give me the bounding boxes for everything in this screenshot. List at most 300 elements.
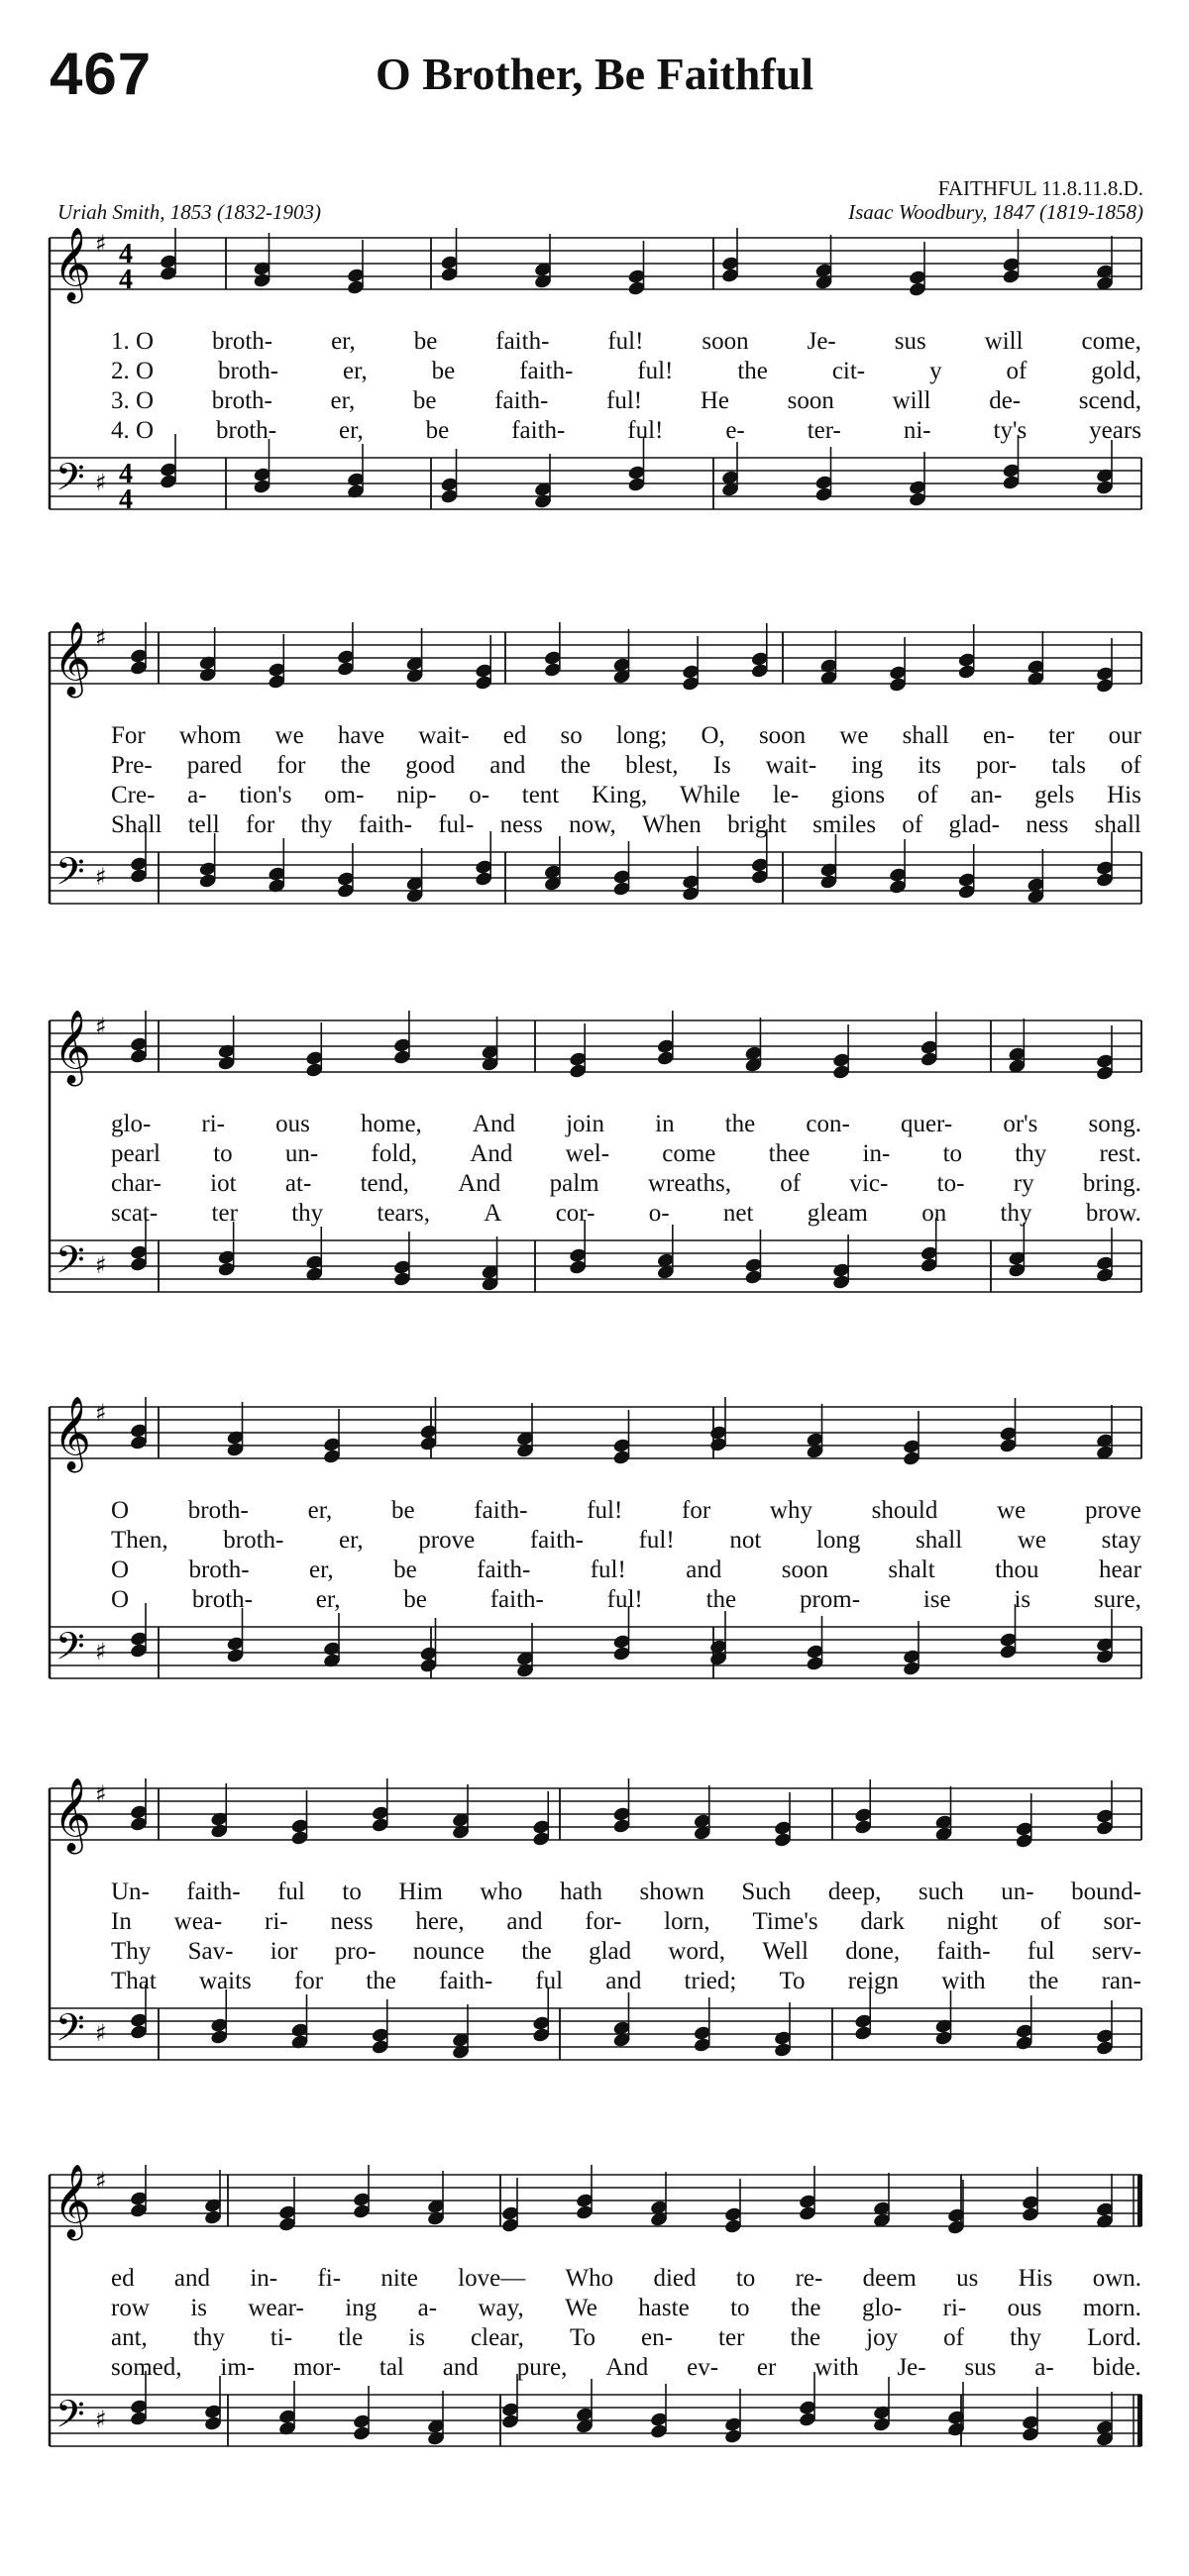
lyric-syllable: broth-: [187, 1497, 249, 1524]
lyric-syllable: faith-: [489, 1586, 544, 1613]
bass-clef-icon: 𝄢: [55, 849, 85, 903]
lyric-syllable: serv-: [1091, 1938, 1141, 1965]
hymn-number: 467: [50, 41, 153, 107]
lyric-syllable: be: [412, 387, 437, 414]
lyric-syllable: years: [1089, 417, 1141, 444]
lyric-syllable: ti-: [270, 2324, 293, 2351]
verse-line-4: [111, 1585, 1141, 1615]
lyric-syllable: rest.: [1099, 1140, 1141, 1167]
lyric-syllable: pared: [186, 752, 243, 779]
lyric-syllable: King,: [592, 782, 648, 808]
lyric-syllable: and: [442, 2354, 479, 2381]
music-system: [0, 1778, 1189, 2175]
verse-line-1: [111, 327, 1141, 357]
lyric-syllable: hear: [1098, 1556, 1141, 1583]
lyric-syllable: gold,: [1091, 358, 1141, 384]
verse-line-4: [111, 2353, 1141, 2383]
lyric-syllable: ty's: [993, 417, 1027, 444]
lyric-syllable: Je-: [897, 2354, 926, 2381]
lyric-syllable: gions: [830, 782, 886, 808]
music-system: [0, 622, 1189, 1019]
lyric-syllable: Je-: [807, 328, 836, 355]
lyric-syllable: thy: [291, 1200, 324, 1227]
lyric-syllable: dark: [860, 1908, 905, 1935]
lyric-syllable: and: [506, 1908, 543, 1935]
lyric-syllable: re-: [795, 2265, 823, 2292]
lyric-syllable: faith-: [495, 328, 550, 355]
lyric-syllable: a-: [417, 2295, 438, 2321]
lyric-syllable: faith-: [477, 1556, 531, 1583]
lyric-syllable: nip-: [396, 782, 437, 808]
lyric-syllable: ri-: [201, 1111, 226, 1137]
lyric-syllable: And: [605, 2354, 649, 2381]
lyric-syllable: 2. O: [111, 358, 155, 384]
lyric-syllable: wear-: [248, 2295, 304, 2321]
lyric-syllable: fi-: [317, 2265, 342, 2292]
lyric-syllable: a-: [187, 782, 207, 808]
lyric-syllable: ri-: [942, 2295, 967, 2321]
bass-clef-icon: 𝄢: [55, 1624, 85, 1677]
lyric-syllable: joy: [866, 2324, 899, 2351]
lyric-syllable: a-: [1034, 2354, 1054, 2381]
lyric-syllable: er,: [307, 1497, 333, 1524]
sharp-icon: ♯: [95, 1638, 107, 1665]
treble-clef-icon: 𝄞: [54, 228, 91, 301]
music-system: [0, 228, 1189, 624]
lyric-syllable: be: [393, 1556, 417, 1583]
lyric-syllable: the: [737, 358, 768, 384]
verse-line-1: [111, 1878, 1141, 1907]
lyric-syllable: with: [941, 1968, 986, 1994]
lyric-syllable: nounce: [412, 1938, 485, 1965]
lyric-syllable: shall: [1094, 811, 1141, 838]
lyric-syllable: sus: [894, 328, 926, 355]
lyric-syllable: ness: [499, 811, 543, 838]
lyric-syllable: tals: [1051, 752, 1086, 779]
lyric-syllable: why: [769, 1497, 812, 1524]
lyric-syllable: ful!: [607, 328, 644, 355]
music-system: [0, 1397, 1189, 1793]
lyric-syllable: sor-: [1103, 1908, 1141, 1935]
sharp-icon: ♯: [95, 1013, 107, 1040]
verse-line-2: [111, 751, 1141, 781]
lyric-syllable: glo-: [111, 1111, 152, 1137]
lyric-syllable: ness: [1026, 811, 1069, 838]
lyric-syllable: ed: [111, 2265, 135, 2292]
lyric-syllable: us: [956, 2265, 979, 2292]
lyric-syllable: word,: [668, 1938, 726, 1965]
lyric-syllable: the: [724, 1111, 756, 1137]
treble-clef-icon: 𝄞: [54, 1011, 91, 1084]
lyric-syllable: be: [391, 1497, 415, 1524]
lyric-syllable: Well: [762, 1938, 809, 1965]
lyric-syllable: should: [871, 1497, 938, 1524]
lyric-syllable: er,: [343, 358, 368, 384]
lyric-syllable: ev-: [687, 2354, 719, 2381]
lyric-syllable: er,: [315, 1586, 341, 1613]
lyric-syllable: wait-: [418, 722, 470, 749]
lyric-syllable: And: [472, 1111, 515, 1137]
lyric-syllable: O: [111, 1586, 130, 1613]
lyric-syllable: prove: [1084, 1497, 1141, 1524]
music-system: [0, 1011, 1189, 1407]
lyric-syllable: o-: [469, 782, 490, 808]
lyric-syllable: broth-: [218, 358, 279, 384]
lyric-syllable: long: [815, 1527, 861, 1554]
lyric-syllable: er,: [330, 387, 356, 414]
lyric-syllable: broth-: [212, 328, 273, 355]
lyric-syllable: im-: [220, 2354, 256, 2381]
lyric-syllable: broth-: [216, 417, 277, 444]
lyric-syllable: tried;: [684, 1968, 737, 1994]
lyric-syllable: tell: [187, 811, 220, 838]
lyric-syllable: Lord.: [1087, 2324, 1141, 2351]
verse-line-4: [111, 416, 1141, 446]
lyric-syllable: ful!: [590, 1556, 626, 1583]
lyric-syllable: join: [566, 1111, 605, 1137]
lyric-syllable: Pre-: [111, 752, 153, 779]
lyric-syllable: ful: [1027, 1938, 1055, 1965]
lyric-syllable: row: [111, 2295, 150, 2321]
bass-clef-icon: 𝄢: [55, 2005, 85, 2059]
sharp-icon: ♯: [95, 469, 107, 496]
lyric-syllable: broth-: [223, 1527, 284, 1554]
lyric-syllable: pearl: [111, 1140, 161, 1167]
lyric-syllable: way,: [478, 2295, 524, 2321]
lyric-syllable: so: [560, 722, 583, 749]
treble-clef-icon: 𝄞: [54, 622, 91, 696]
lyric-syllable: faith-: [936, 1938, 991, 1965]
lyric-syllable: ful: [535, 1968, 564, 1994]
lyric-syllable: pro-: [334, 1938, 377, 1965]
lyric-syllable: have: [337, 722, 385, 749]
lyric-syllable: e-: [725, 417, 745, 444]
lyric-syllable: is: [408, 2324, 425, 2351]
verse-line-4: [111, 1199, 1141, 1229]
lyric-syllable: ni-: [903, 417, 931, 444]
lyric-syllable: brow.: [1085, 1200, 1141, 1227]
lyric-syllable: night: [946, 1908, 999, 1935]
lyric-syllable: Un-: [111, 1878, 150, 1905]
lyric-syllable: to: [213, 1140, 233, 1167]
lyric-syllable: thy: [300, 811, 333, 838]
lyric-syllable: His: [1107, 782, 1141, 808]
lyric-syllable: Thy: [111, 1938, 152, 1965]
lyric-syllable: faith-: [358, 811, 412, 838]
lyric-syllable: the: [560, 752, 592, 779]
author-credit: Uriah Smith, 1853 (1832-1903): [57, 200, 321, 224]
lyric-syllable: haste: [638, 2295, 690, 2321]
lyric-syllable: or's: [1003, 1111, 1038, 1137]
verse-line-2: [111, 1139, 1141, 1169]
lyric-syllable: His: [1018, 2265, 1053, 2292]
lyric-syllable: song.: [1088, 1111, 1141, 1137]
lyric-syllable: bound-: [1071, 1878, 1141, 1905]
verse-line-3: [111, 1937, 1141, 1967]
lyric-syllable: bide.: [1092, 2354, 1141, 2381]
lyric-syllable: ful!: [606, 387, 643, 414]
hymn-title: O Brother, Be Faithful: [375, 49, 814, 99]
lyric-syllable: the: [1027, 1968, 1059, 1994]
lyric-syllable: home,: [361, 1111, 422, 1137]
lyric-syllable: ran-: [1101, 1968, 1141, 1994]
sharp-icon: ♯: [95, 624, 107, 652]
lyric-syllable: is: [190, 2295, 207, 2321]
lyric-syllable: to: [730, 2295, 750, 2321]
lyric-syllable: tal: [378, 2354, 404, 2381]
lyric-syllable: bright: [727, 811, 787, 838]
lyric-syllable: ed: [502, 722, 527, 749]
verse-line-2: [111, 1907, 1141, 1937]
verse-line-3: [111, 1556, 1141, 1585]
lyric-syllable: Who: [565, 2265, 614, 2292]
lyric-syllable: broth-: [191, 1586, 253, 1613]
lyric-syllable: nite: [380, 2265, 418, 2292]
verse-line-3: [111, 2323, 1141, 2353]
time-signature-icon: 4: [119, 459, 133, 489]
lyric-syllable: tle: [338, 2324, 364, 2351]
lyric-syllable: Such: [741, 1878, 792, 1905]
lyric-syllable: gleam: [807, 1200, 868, 1227]
lyric-syllable: ful!: [606, 1586, 643, 1613]
lyric-syllable: glad: [589, 1938, 632, 1965]
lyric-syllable: faith-: [439, 1968, 493, 1994]
lyric-syllable: thy: [1000, 1200, 1032, 1227]
sharp-icon: ♯: [95, 1399, 107, 1427]
lyric-syllable: in: [655, 1111, 675, 1137]
time-signature-icon: 4: [119, 239, 133, 269]
lyric-syllable: love—: [458, 2265, 526, 2292]
lyric-syllable: in-: [862, 1140, 891, 1167]
lyric-syllable: smiles: [812, 811, 877, 838]
lyric-syllable: 3. O: [111, 387, 155, 414]
lyric-syllable: tion's: [239, 782, 292, 808]
lyric-syllable: and: [686, 1556, 722, 1583]
verse-line-3: [111, 781, 1141, 810]
lyric-syllable: cor-: [555, 1200, 595, 1227]
lyric-syllable: ri-: [265, 1908, 288, 1935]
lyric-syllable: the: [340, 752, 372, 779]
lyric-syllable: tend,: [360, 1170, 409, 1197]
lyric-syllable: faith-: [186, 1878, 241, 1905]
lyric-syllable: with: [814, 2354, 859, 2381]
lyric-syllable: In: [111, 1908, 132, 1935]
lyric-syllable: wait-: [765, 752, 817, 779]
lyric-syllable: ry: [1013, 1170, 1034, 1197]
lyric-syllable: our: [1108, 722, 1141, 749]
lyric-syllable: for-: [585, 1908, 622, 1935]
lyric-syllable: ful: [277, 1878, 305, 1905]
lyric-syllable: un-: [284, 1140, 319, 1167]
lyric-syllable: While: [679, 782, 741, 808]
lyric-syllable: be: [413, 328, 438, 355]
lyric-syllable: of: [1006, 358, 1027, 384]
lyric-syllable: ful!: [587, 1497, 623, 1524]
lyric-syllable: hath: [559, 1878, 603, 1905]
treble-clef-icon: 𝄞: [54, 2165, 91, 2238]
lyric-syllable: blest,: [625, 752, 679, 779]
lyric-syllable: not: [729, 1527, 762, 1554]
lyric-syllable: an-: [970, 782, 1003, 808]
lyric-syllable: deep,: [827, 1878, 882, 1905]
lyric-syllable: now,: [569, 811, 616, 838]
lyric-syllable: tent: [521, 782, 560, 808]
lyric-syllable: we: [1017, 1527, 1046, 1554]
lyric-syllable: clear,: [471, 2324, 524, 2351]
lyric-syllable: er: [756, 2354, 777, 2381]
lyric-syllable: cit-: [831, 358, 866, 384]
lyric-syllable: lorn,: [664, 1908, 710, 1935]
lyric-syllable: wea-: [173, 1908, 223, 1935]
lyric-syllable: come,: [1081, 328, 1141, 355]
lyric-syllable: broth-: [211, 387, 272, 414]
lyric-syllable: to: [942, 1140, 963, 1167]
lyric-syllable: net: [722, 1200, 754, 1227]
lyric-syllable: om-: [324, 782, 365, 808]
lyric-syllable: Sav-: [187, 1938, 234, 1965]
lyric-syllable: for: [293, 1968, 324, 1994]
lyric-syllable: ing: [851, 752, 884, 779]
lyric-syllable: will: [984, 328, 1024, 355]
lyric-syllable: wreaths,: [647, 1170, 731, 1197]
treble-clef-icon: 𝄞: [54, 1397, 91, 1470]
music-system: [0, 2165, 1189, 2561]
lyric-syllable: glo-: [861, 2295, 903, 2321]
lyric-syllable: we: [274, 722, 304, 749]
verse-line-2: [111, 1526, 1141, 1556]
lyric-syllable: sus: [964, 2354, 997, 2381]
lyric-syllable: reign: [847, 1968, 900, 1994]
lyric-syllable: be: [403, 1586, 427, 1613]
lyric-syllable: faith-: [519, 358, 574, 384]
sharp-icon: ♯: [95, 230, 107, 258]
time-signature-icon: 4: [119, 484, 133, 515]
lyric-syllable: faith-: [511, 417, 566, 444]
lyric-syllable: to: [342, 1878, 362, 1905]
lyric-syllable: And: [458, 1170, 501, 1197]
lyric-syllable: o-: [648, 1200, 670, 1227]
lyric-syllable: scend,: [1078, 387, 1141, 414]
lyric-syllable: the: [521, 1938, 552, 1965]
lyric-syllable: gels: [1034, 782, 1075, 808]
lyric-syllable: iot: [210, 1170, 237, 1197]
lyric-syllable: glad-: [948, 811, 1000, 838]
lyric-syllable: ful-: [438, 811, 475, 838]
lyric-syllable: wel-: [565, 1140, 610, 1167]
lyric-syllable: en-: [983, 722, 1015, 749]
verse-line-1: [111, 721, 1141, 751]
lyric-syllable: on: [921, 1200, 947, 1227]
lyric-syllable: Cre-: [111, 782, 156, 808]
lyric-syllable: scat-: [111, 1200, 159, 1227]
lyric-syllable: bring.: [1082, 1170, 1141, 1197]
lyric-syllable: For: [111, 722, 146, 749]
lyric-syllable: somed,: [111, 2354, 182, 2381]
lyric-syllable: ise: [922, 1586, 951, 1613]
lyric-syllable: broth-: [188, 1556, 250, 1583]
lyric-syllable: died: [653, 2265, 697, 2292]
lyric-syllable: ter: [211, 1200, 238, 1227]
tune-name: FAITHFUL 11.8.11.8.D.: [937, 176, 1143, 200]
lyric-syllable: who: [480, 1878, 523, 1905]
lyric-syllable: morn.: [1082, 2295, 1141, 2321]
lyric-syllable: thou: [995, 1556, 1039, 1583]
lyric-syllable: ful!: [637, 358, 674, 384]
verse-line-4: [111, 1967, 1141, 1996]
lyric-syllable: ing: [345, 2295, 378, 2321]
lyric-syllable: and: [489, 752, 526, 779]
lyric-syllable: Then,: [111, 1527, 168, 1554]
verse-line-1: [111, 1110, 1141, 1139]
lyric-syllable: faith-: [494, 387, 549, 414]
lyric-syllable: done,: [845, 1938, 901, 1965]
lyric-syllable: 4. O: [111, 417, 155, 444]
final-bar-line: [1137, 2175, 1142, 2226]
lyric-syllable: for: [276, 752, 306, 779]
lyric-syllable: own.: [1092, 2265, 1141, 2292]
lyric-syllable: char-: [111, 1170, 162, 1197]
lyric-syllable: ous: [1007, 2295, 1042, 2321]
lyric-syllable: Him: [398, 1878, 443, 1905]
lyric-syllable: That: [111, 1968, 157, 1994]
lyric-syllable: thee: [768, 1140, 811, 1167]
lyric-syllable: long;: [615, 722, 668, 749]
lyric-syllable: thy: [1010, 2324, 1042, 2351]
lyric-syllable: ior: [270, 1938, 298, 1965]
lyric-syllable: and: [605, 1968, 642, 1994]
lyric-syllable: er,: [339, 417, 364, 444]
lyric-syllable: O: [111, 1556, 130, 1583]
composer-credit: Isaac Woodbury, 1847 (1819-1858): [848, 200, 1143, 224]
lyric-syllable: at-: [284, 1170, 312, 1197]
verse-line-3: [111, 386, 1141, 416]
lyric-syllable: be: [431, 358, 456, 384]
lyric-syllable: ter: [718, 2324, 745, 2351]
lyric-syllable: in-: [250, 2265, 278, 2292]
treble-clef-icon: 𝄞: [54, 1778, 91, 1852]
lyric-syllable: To: [779, 1968, 806, 1994]
sharp-icon: ♯: [95, 2167, 107, 2195]
bass-clef-icon: 𝄢: [55, 455, 85, 508]
lyric-syllable: come: [662, 1140, 716, 1167]
lyric-syllable: ous: [275, 1111, 310, 1137]
lyric-syllable: be: [425, 417, 450, 444]
lyric-syllable: pure,: [516, 2354, 568, 2381]
lyric-syllable: shall: [902, 722, 949, 749]
lyric-syllable: And: [470, 1140, 513, 1167]
lyric-syllable: the: [790, 2295, 821, 2321]
lyric-syllable: shalt: [888, 1556, 935, 1583]
verse-line-2: [111, 2294, 1141, 2323]
verse-line-2: [111, 357, 1141, 386]
lyric-syllable: To: [569, 2324, 595, 2351]
sharp-icon: ♯: [95, 1780, 107, 1808]
lyric-syllable: thy: [1015, 1140, 1047, 1167]
lyric-syllable: soon: [781, 1556, 828, 1583]
lyric-syllable: will: [892, 387, 931, 414]
lyric-syllable: ful!: [627, 417, 664, 444]
sharp-icon: ♯: [95, 2019, 107, 2047]
lyric-syllable: 1. O: [111, 328, 155, 355]
lyric-syllable: soon: [758, 722, 807, 749]
lyric-syllable: here,: [415, 1908, 465, 1935]
lyric-syllable: to-: [936, 1170, 965, 1197]
lyric-syllable: Shall: [111, 811, 162, 838]
lyric-syllable: of: [943, 2324, 964, 2351]
lyric-syllable: ness: [330, 1908, 374, 1935]
lyric-syllable: por-: [975, 752, 1018, 779]
lyric-syllable: le-: [772, 782, 800, 808]
